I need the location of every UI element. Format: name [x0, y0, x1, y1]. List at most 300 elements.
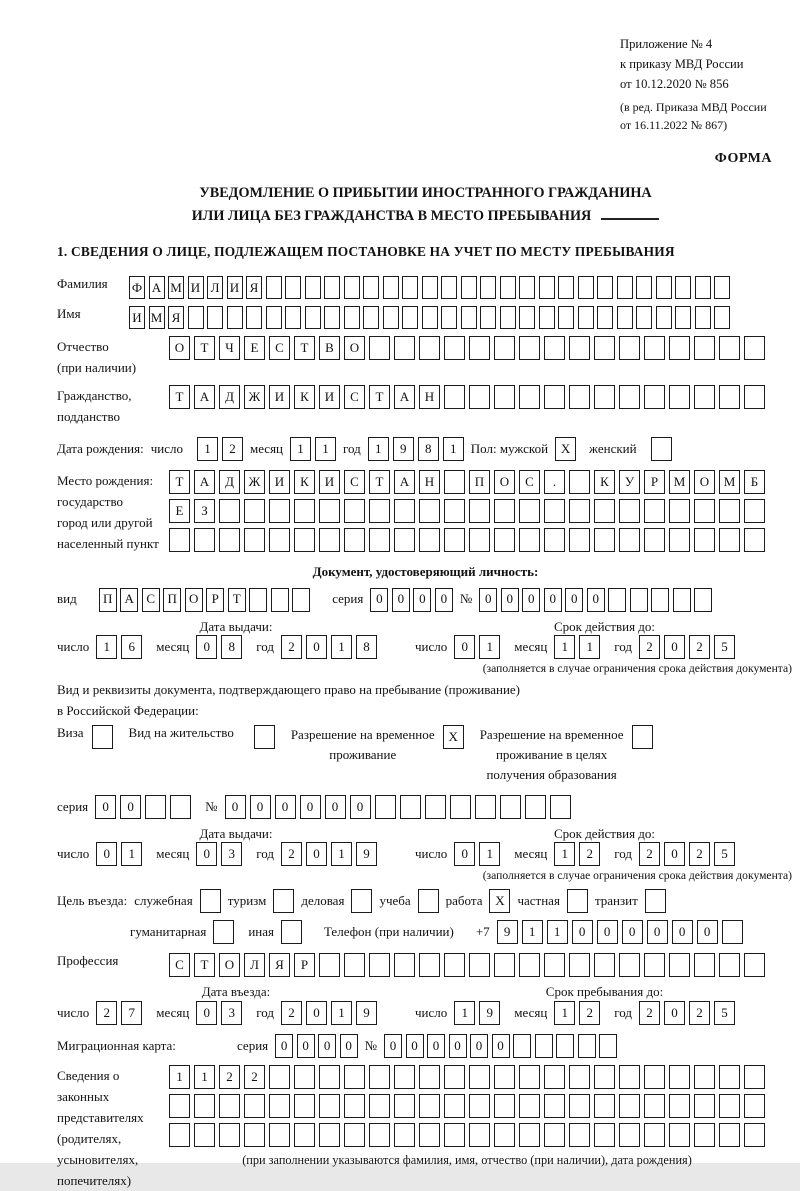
char-cell[interactable]: X [555, 437, 576, 461]
char-cell[interactable] [305, 306, 321, 329]
char-cell[interactable]: 8 [418, 437, 439, 461]
char-cell[interactable]: Р [206, 588, 224, 612]
char-cell[interactable]: 0 [225, 795, 246, 819]
char-cell[interactable] [292, 588, 310, 612]
char-cell[interactable]: 1 [121, 842, 142, 866]
char-cell[interactable] [669, 499, 690, 523]
char-cell[interactable]: 1 [443, 437, 464, 461]
char-cell[interactable]: 0 [454, 842, 475, 866]
char-cell[interactable] [324, 276, 340, 299]
char-cell[interactable] [344, 1065, 365, 1089]
char-cell[interactable]: 2 [281, 842, 302, 866]
char-cell[interactable] [694, 499, 715, 523]
char-cell[interactable] [419, 1065, 440, 1089]
char-cell[interactable] [400, 795, 421, 819]
char-cell[interactable]: 2 [639, 842, 660, 866]
char-cell[interactable]: К [294, 470, 315, 494]
char-cell[interactable] [425, 795, 446, 819]
char-cell[interactable] [469, 1094, 490, 1118]
char-cell[interactable] [469, 953, 490, 977]
char-cell[interactable] [402, 276, 418, 299]
char-cell[interactable]: 9 [497, 920, 518, 944]
char-cell[interactable] [219, 1123, 240, 1147]
char-cell[interactable] [394, 1065, 415, 1089]
char-cell[interactable] [744, 1065, 765, 1089]
char-cell[interactable] [644, 1065, 665, 1089]
char-cell[interactable]: Н [419, 470, 440, 494]
char-cell[interactable] [556, 1034, 574, 1058]
char-cell[interactable] [744, 1094, 765, 1118]
char-cell[interactable]: 1 [479, 842, 500, 866]
char-cell[interactable] [394, 953, 415, 977]
char-cell[interactable]: 1 [579, 635, 600, 659]
char-cell[interactable]: 1 [554, 635, 575, 659]
char-cell[interactable] [269, 1123, 290, 1147]
char-cell[interactable] [669, 528, 690, 552]
char-cell[interactable] [519, 385, 540, 409]
char-cell[interactable]: 5 [714, 842, 735, 866]
char-cell[interactable] [594, 385, 615, 409]
char-cell[interactable] [519, 953, 540, 977]
char-cell[interactable]: 0 [501, 588, 519, 612]
char-cell[interactable] [669, 385, 690, 409]
char-cell[interactable] [578, 276, 594, 299]
char-cell[interactable]: Ч [219, 336, 240, 360]
char-cell[interactable] [656, 276, 672, 299]
char-cell[interactable] [324, 306, 340, 329]
char-cell[interactable] [285, 306, 301, 329]
char-cell[interactable]: 2 [689, 635, 710, 659]
char-cell[interactable]: 1 [169, 1065, 190, 1089]
char-cell[interactable]: 0 [306, 842, 327, 866]
char-cell[interactable] [719, 1094, 740, 1118]
char-cell[interactable] [569, 336, 590, 360]
char-cell[interactable]: 6 [121, 635, 142, 659]
char-cell[interactable]: П [163, 588, 181, 612]
char-cell[interactable]: С [142, 588, 160, 612]
char-cell[interactable] [744, 528, 765, 552]
char-cell[interactable] [673, 588, 691, 612]
char-cell[interactable] [569, 1065, 590, 1089]
char-cell[interactable] [694, 385, 715, 409]
char-cell[interactable] [344, 1094, 365, 1118]
char-cell[interactable]: И [129, 306, 145, 329]
char-cell[interactable] [519, 528, 540, 552]
char-cell[interactable]: К [594, 470, 615, 494]
char-cell[interactable] [597, 306, 613, 329]
char-cell[interactable]: Л [207, 276, 223, 299]
char-cell[interactable] [494, 953, 515, 977]
char-cell[interactable] [383, 306, 399, 329]
char-cell[interactable] [219, 1094, 240, 1118]
char-cell[interactable]: М [719, 470, 740, 494]
char-cell[interactable] [558, 276, 574, 299]
char-cell[interactable] [213, 920, 234, 944]
char-cell[interactable] [461, 276, 477, 299]
char-cell[interactable] [550, 795, 571, 819]
char-cell[interactable] [594, 1065, 615, 1089]
char-cell[interactable]: Т [169, 385, 190, 409]
char-cell[interactable] [244, 1094, 265, 1118]
char-cell[interactable]: 0 [522, 588, 540, 612]
char-cell[interactable] [608, 588, 626, 612]
char-cell[interactable] [694, 1094, 715, 1118]
char-cell[interactable] [169, 528, 190, 552]
char-cell[interactable] [305, 276, 321, 299]
char-cell[interactable] [363, 306, 379, 329]
char-cell[interactable] [617, 306, 633, 329]
char-cell[interactable]: Т [194, 953, 215, 977]
char-cell[interactable] [319, 953, 340, 977]
char-cell[interactable]: 2 [222, 437, 243, 461]
char-cell[interactable] [569, 1094, 590, 1118]
char-cell[interactable] [480, 306, 496, 329]
char-cell[interactable]: Б [744, 470, 765, 494]
char-cell[interactable] [419, 1123, 440, 1147]
char-cell[interactable]: П [99, 588, 117, 612]
char-cell[interactable] [244, 1123, 265, 1147]
char-cell[interactable]: 1 [547, 920, 568, 944]
char-cell[interactable] [636, 306, 652, 329]
char-cell[interactable]: О [494, 470, 515, 494]
char-cell[interactable]: В [319, 336, 340, 360]
char-cell[interactable]: 0 [597, 920, 618, 944]
char-cell[interactable] [744, 499, 765, 523]
char-cell[interactable]: 0 [196, 1001, 217, 1025]
char-cell[interactable]: И [269, 470, 290, 494]
char-cell[interactable]: 9 [356, 842, 377, 866]
char-cell[interactable]: 0 [470, 1034, 488, 1058]
char-cell[interactable]: Е [244, 336, 265, 360]
char-cell[interactable] [444, 953, 465, 977]
char-cell[interactable] [273, 889, 294, 913]
char-cell[interactable] [475, 795, 496, 819]
char-cell[interactable] [651, 588, 669, 612]
char-cell[interactable] [656, 306, 672, 329]
char-cell[interactable]: Я [168, 306, 184, 329]
char-cell[interactable] [469, 528, 490, 552]
char-cell[interactable] [714, 306, 730, 329]
char-cell[interactable]: 1 [96, 635, 117, 659]
char-cell[interactable] [469, 1065, 490, 1089]
char-cell[interactable] [319, 1094, 340, 1118]
char-cell[interactable]: Я [246, 276, 262, 299]
char-cell[interactable] [569, 499, 590, 523]
char-cell[interactable] [269, 1065, 290, 1089]
char-cell[interactable] [494, 1065, 515, 1089]
char-cell[interactable] [494, 1094, 515, 1118]
char-cell[interactable]: X [443, 725, 464, 749]
char-cell[interactable]: 0 [587, 588, 605, 612]
char-cell[interactable]: 1 [522, 920, 543, 944]
char-cell[interactable] [266, 306, 282, 329]
char-cell[interactable]: 9 [479, 1001, 500, 1025]
char-cell[interactable] [645, 889, 666, 913]
char-cell[interactable]: А [149, 276, 165, 299]
char-cell[interactable] [394, 1094, 415, 1118]
char-cell[interactable] [441, 276, 457, 299]
char-cell[interactable] [319, 499, 340, 523]
char-cell[interactable] [719, 1123, 740, 1147]
char-cell[interactable]: 8 [221, 635, 242, 659]
char-cell[interactable] [719, 528, 740, 552]
char-cell[interactable] [719, 385, 740, 409]
char-cell[interactable]: Т [294, 336, 315, 360]
char-cell[interactable]: Ж [244, 385, 265, 409]
char-cell[interactable] [619, 528, 640, 552]
char-cell[interactable]: Ж [244, 470, 265, 494]
char-cell[interactable] [544, 385, 565, 409]
char-cell[interactable]: М [669, 470, 690, 494]
char-cell[interactable]: Р [294, 953, 315, 977]
char-cell[interactable] [594, 1123, 615, 1147]
char-cell[interactable]: А [120, 588, 138, 612]
char-cell[interactable] [519, 1065, 540, 1089]
char-cell[interactable]: 8 [356, 635, 377, 659]
char-cell[interactable] [369, 528, 390, 552]
char-cell[interactable]: 2 [244, 1065, 265, 1089]
char-cell[interactable] [500, 795, 521, 819]
char-cell[interactable] [461, 306, 477, 329]
char-cell[interactable]: 0 [697, 920, 718, 944]
char-cell[interactable] [246, 306, 262, 329]
char-cell[interactable] [539, 276, 555, 299]
char-cell[interactable] [669, 1065, 690, 1089]
char-cell[interactable] [558, 306, 574, 329]
char-cell[interactable] [249, 588, 267, 612]
char-cell[interactable] [319, 1123, 340, 1147]
char-cell[interactable] [644, 1094, 665, 1118]
char-cell[interactable] [544, 953, 565, 977]
char-cell[interactable] [669, 1094, 690, 1118]
char-cell[interactable] [519, 306, 535, 329]
char-cell[interactable]: 0 [449, 1034, 467, 1058]
char-cell[interactable] [227, 306, 243, 329]
char-cell[interactable] [294, 1094, 315, 1118]
char-cell[interactable]: 2 [639, 635, 660, 659]
char-cell[interactable]: 0 [275, 1034, 293, 1058]
char-cell[interactable]: X [489, 889, 510, 913]
char-cell[interactable] [494, 336, 515, 360]
char-cell[interactable]: Н [419, 385, 440, 409]
char-cell[interactable]: 2 [639, 1001, 660, 1025]
char-cell[interactable] [369, 1123, 390, 1147]
char-cell[interactable] [494, 1123, 515, 1147]
char-cell[interactable]: У [619, 470, 640, 494]
char-cell[interactable]: 3 [221, 1001, 242, 1025]
char-cell[interactable] [394, 336, 415, 360]
char-cell[interactable]: 2 [219, 1065, 240, 1089]
char-cell[interactable] [636, 276, 652, 299]
char-cell[interactable]: К [294, 385, 315, 409]
char-cell[interactable]: 0 [413, 588, 431, 612]
char-cell[interactable] [444, 470, 465, 494]
char-cell[interactable]: 3 [221, 842, 242, 866]
char-cell[interactable] [200, 889, 221, 913]
char-cell[interactable] [469, 385, 490, 409]
char-cell[interactable] [719, 499, 740, 523]
char-cell[interactable] [578, 306, 594, 329]
char-cell[interactable] [544, 336, 565, 360]
char-cell[interactable]: 1 [331, 1001, 352, 1025]
char-cell[interactable]: 9 [393, 437, 414, 461]
char-cell[interactable]: Т [169, 470, 190, 494]
char-cell[interactable] [719, 1065, 740, 1089]
char-cell[interactable]: 9 [356, 1001, 377, 1025]
char-cell[interactable]: 0 [392, 588, 410, 612]
char-cell[interactable]: Т [194, 336, 215, 360]
char-cell[interactable]: 5 [714, 1001, 735, 1025]
char-cell[interactable]: Ф [129, 276, 145, 299]
char-cell[interactable] [344, 306, 360, 329]
char-cell[interactable] [619, 1123, 640, 1147]
char-cell[interactable] [569, 470, 590, 494]
char-cell[interactable] [207, 306, 223, 329]
char-cell[interactable] [419, 528, 440, 552]
char-cell[interactable]: 0 [96, 842, 117, 866]
char-cell[interactable]: С [269, 336, 290, 360]
char-cell[interactable] [269, 499, 290, 523]
char-cell[interactable] [722, 920, 743, 944]
char-cell[interactable] [669, 953, 690, 977]
char-cell[interactable] [644, 1123, 665, 1147]
char-cell[interactable] [644, 528, 665, 552]
char-cell[interactable]: И [269, 385, 290, 409]
char-cell[interactable]: 0 [664, 635, 685, 659]
char-cell[interactable]: 0 [454, 635, 475, 659]
char-cell[interactable] [344, 1123, 365, 1147]
char-cell[interactable] [444, 1065, 465, 1089]
char-cell[interactable] [254, 725, 275, 749]
char-cell[interactable]: 0 [325, 795, 346, 819]
char-cell[interactable] [271, 588, 289, 612]
char-cell[interactable] [619, 336, 640, 360]
char-cell[interactable] [369, 1065, 390, 1089]
char-cell[interactable] [744, 336, 765, 360]
char-cell[interactable] [544, 499, 565, 523]
char-cell[interactable] [569, 1123, 590, 1147]
char-cell[interactable]: 0 [318, 1034, 336, 1058]
char-cell[interactable]: 0 [427, 1034, 445, 1058]
char-cell[interactable]: 0 [572, 920, 593, 944]
char-cell[interactable] [194, 1094, 215, 1118]
char-cell[interactable]: О [344, 336, 365, 360]
char-cell[interactable]: Р [644, 470, 665, 494]
char-cell[interactable]: 0 [479, 588, 497, 612]
char-cell[interactable]: Д [219, 470, 240, 494]
char-cell[interactable] [188, 306, 204, 329]
char-cell[interactable]: 1 [290, 437, 311, 461]
char-cell[interactable] [369, 336, 390, 360]
char-cell[interactable] [544, 1065, 565, 1089]
char-cell[interactable] [694, 528, 715, 552]
char-cell[interactable] [619, 1065, 640, 1089]
char-cell[interactable] [92, 725, 113, 749]
char-cell[interactable] [500, 276, 516, 299]
char-cell[interactable]: 7 [121, 1001, 142, 1025]
char-cell[interactable] [469, 1123, 490, 1147]
char-cell[interactable] [269, 1094, 290, 1118]
char-cell[interactable]: 0 [196, 842, 217, 866]
char-cell[interactable]: Т [228, 588, 246, 612]
char-cell[interactable]: И [188, 276, 204, 299]
char-cell[interactable] [344, 953, 365, 977]
char-cell[interactable] [319, 1065, 340, 1089]
char-cell[interactable] [285, 276, 301, 299]
char-cell[interactable] [269, 528, 290, 552]
char-cell[interactable]: А [194, 385, 215, 409]
char-cell[interactable]: 0 [120, 795, 141, 819]
char-cell[interactable]: П [469, 470, 490, 494]
char-cell[interactable]: И [319, 385, 340, 409]
char-cell[interactable]: 0 [275, 795, 296, 819]
char-cell[interactable]: 2 [579, 1001, 600, 1025]
char-cell[interactable] [145, 795, 166, 819]
char-cell[interactable] [578, 1034, 596, 1058]
char-cell[interactable]: 0 [340, 1034, 358, 1058]
char-cell[interactable]: 1 [197, 437, 218, 461]
char-cell[interactable] [369, 953, 390, 977]
char-cell[interactable]: 0 [306, 1001, 327, 1025]
char-cell[interactable]: 2 [689, 842, 710, 866]
char-cell[interactable]: 2 [579, 842, 600, 866]
char-cell[interactable] [617, 276, 633, 299]
char-cell[interactable] [651, 437, 672, 461]
char-cell[interactable] [169, 1123, 190, 1147]
char-cell[interactable]: Д [219, 385, 240, 409]
char-cell[interactable] [719, 336, 740, 360]
char-cell[interactable] [644, 499, 665, 523]
char-cell[interactable]: М [149, 306, 165, 329]
char-cell[interactable] [418, 889, 439, 913]
char-cell[interactable] [422, 306, 438, 329]
char-cell[interactable]: 0 [492, 1034, 510, 1058]
char-cell[interactable] [344, 528, 365, 552]
char-cell[interactable] [569, 528, 590, 552]
char-cell[interactable] [569, 953, 590, 977]
char-cell[interactable] [394, 499, 415, 523]
char-cell[interactable] [294, 1065, 315, 1089]
char-cell[interactable]: Т [369, 385, 390, 409]
char-cell[interactable]: 2 [689, 1001, 710, 1025]
char-cell[interactable]: А [394, 385, 415, 409]
char-cell[interactable]: А [194, 470, 215, 494]
char-cell[interactable] [469, 499, 490, 523]
char-cell[interactable] [294, 1123, 315, 1147]
char-cell[interactable] [744, 1123, 765, 1147]
char-cell[interactable]: 1 [368, 437, 389, 461]
char-cell[interactable]: 0 [306, 635, 327, 659]
char-cell[interactable] [669, 1123, 690, 1147]
char-cell[interactable]: О [185, 588, 203, 612]
char-cell[interactable]: 0 [384, 1034, 402, 1058]
char-cell[interactable]: 1 [194, 1065, 215, 1089]
char-cell[interactable] [519, 1094, 540, 1118]
char-cell[interactable]: С [344, 470, 365, 494]
char-cell[interactable]: 0 [622, 920, 643, 944]
char-cell[interactable]: И [319, 470, 340, 494]
char-cell[interactable]: 0 [297, 1034, 315, 1058]
char-cell[interactable] [394, 528, 415, 552]
char-cell[interactable] [219, 528, 240, 552]
char-cell[interactable] [294, 499, 315, 523]
char-cell[interactable]: 0 [672, 920, 693, 944]
char-cell[interactable] [567, 889, 588, 913]
char-cell[interactable]: 0 [664, 842, 685, 866]
char-cell[interactable] [444, 1123, 465, 1147]
char-cell[interactable] [597, 276, 613, 299]
char-cell[interactable] [444, 385, 465, 409]
